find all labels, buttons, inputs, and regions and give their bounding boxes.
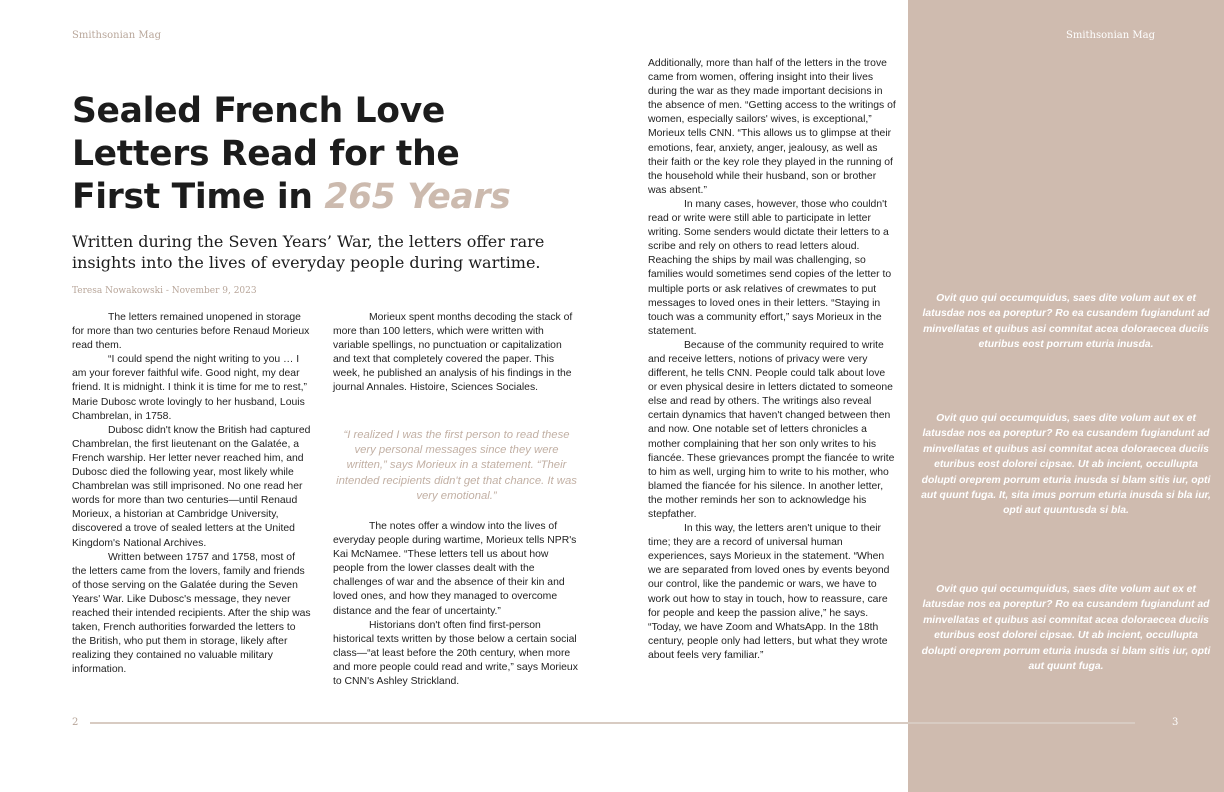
column-2-top bbox=[333, 311, 580, 396]
magazine-name-right: Smithsonian Mag bbox=[1066, 30, 1155, 41]
paragraph: The notes offer a window into the lives of everyday people during wartime, Morieux tells NPR's Kai McNamee. “These letters tell us about how people from the lower classes dealt with the challenges of war and the absence of their kin and loved ones, and how they managed to overcome distance and the fear of uncertainty.” bbox=[333, 521, 577, 617]
title-accent: 265 Years bbox=[324, 177, 511, 217]
paragraph: Historians don't often find first-person historical texts written by those below a certain social class—“at least before the 20th century, when more and more people could read and write,” says Morieux to CNN's Ashley Strickland. bbox=[333, 619, 578, 688]
paragraph: Written between 1757 and 1758, most of the letters came from the lovers, family and friends of those serving on the Galatée during the Seven Years' War. Like Dubosc's message, they never reached their intended recipients. After the ship was taken, French authorities forwarded the letters to the British, who put them in storage, likely after realizing they contained no valuable military information. bbox=[72, 551, 311, 676]
article-title bbox=[72, 90, 512, 219]
paragraph: In this way, the letters aren't unique to their time; they are a record of universal human experiences, says Morieux in the statement. “When we are separated from loved ones by events beyond our control, like the pandemic or wars, we have to work out how to stay in touch, how to reassure, care for people and keep the passion alive,” he says. “Today, we have Zoom and WhatsApp. In the 18th century, people only had letters, but what they wrote about feels very familiar.” bbox=[648, 523, 890, 661]
article-subtitle: Written during the Seven Years’ War, the letters offer rare insights into the lives of everyday people during wartime. bbox=[72, 232, 545, 272]
pull-quote: “I realized I was the first person to read these very personal messages since they were written,” says Morieux in a statement. “Their intended recipients didn't get that chance. It was very emotional.” bbox=[336, 429, 577, 502]
sidebar-quote-3: Ovit quo qui occumquidus, saes dite volum aut ex et latusdae nos ea poreptur? Ro ea cusandem fugiandunt ad minvellatas et quibus asi comnitat acea doloraecea duciis eturibus eost dolorei cipsae. Ut ab incient, occullupta dolupti oreprem porrum eturia inusda si blam sitis iur, opti aut quunt fuga. bbox=[921, 584, 1211, 673]
column-1 bbox=[72, 311, 312, 677]
sidebar-quote-2: Ovit quo qui occumquidus, saes dite volum aut ex et latusdae nos ea poreptur? Ro ea cusandem fugiandunt ad minvellatas et quibus asi comnitat acea doloraecea duciis eturibus eost dolorei cipsae. Ut ab incient, occullupta dolupti oreprem porrum eturia inusda si blam sitis iur, opti aut quunt fuga. It, sita imus porrum eturia inusda si bla iur, opti aut quuntusda si bla. bbox=[921, 413, 1211, 517]
paragraph: Additionally, more than half of the letters in the trove came from women, offering insight into their lives during the war as they made important decisions in the absence of men. “Getting access to the writings of women, especially sailors' wives, is exceptional,” Morieux tells CNN. “This allows us to glimpse at their emotions, fear, anxiety, anger, jealousy, as well as their faith or the key role they played in the running of the household while their husband, son or brother was absent.” bbox=[648, 58, 896, 196]
magazine-name-left: Smithsonian Mag bbox=[72, 30, 161, 41]
column-2-bottom bbox=[333, 520, 580, 689]
sidebar-quote-1: Ovit quo qui occumquidus, saes dite volum aut ex et latusdae nos ea poreptur? Ro ea cusandem fugiandunt ad minvellatas et quibus asi comnitat acea doloraecea duciis eturibus eost porrum eturia inusda. bbox=[922, 293, 1210, 351]
page-number-right: 3 bbox=[1172, 717, 1179, 728]
column-3 bbox=[648, 57, 896, 663]
paragraph: Because of the community required to write and receive letters, notions of privacy were very different, he tells CNN. People could talk about love or even physical desire in letters dictated to someone else and read by others. The writings also reveal certain dynamics that haven't changed between then and now. One notable set of letters chronicles a mother complaining that her son only writes to his fiancée. These grievances prompt the fiancée to write to him as well, urging him to write to his mother, who blamed the fiancée for his silence. In another letter, the mother reminds her son to acknowledge his stepfather. bbox=[648, 339, 895, 520]
title-main: Sealed French Love Letters Read for the First Time in bbox=[72, 91, 460, 217]
paragraph: Dubosc didn't know the British had captured Chambrelan, the first lieutenant on the Galatée, a French warship. Her letter never reached him, and Dubosc died the following year, most likely while Chambrelan was still imprisoned. No one read her words for more than two centuries—until Renaud Morieux, a historian at Cambridge University, discovered a trove of sealed letters at the United Kingdom's National Archives. bbox=[72, 424, 311, 549]
paragraph: “I could spend the night writing to you … I am your forever faithful wife. Good night, my dear friend. It is midnight. I think it is time for me to rest,” Marie Dubosc wrote lovingly to her husband, Louis Chambrelan, in 1758. bbox=[72, 354, 308, 422]
paragraph: The letters remained unopened in storage for more than two centuries before Renaud Morieux read them. bbox=[72, 312, 310, 352]
paragraph: In many cases, however, those who couldn't read or write were still able to participate in letter writing. Some senders would dictate their letters to a scribe and rely on others to read letters aloud. Reaching the ships by mail was challenging, so families would sometimes send copies of the letter to multiple ports or ask relatives of crewmates to put messages to loved ones in their letters. “Staying in touch was a community effort,” says Morieux in the statement. bbox=[648, 198, 892, 337]
byline: Teresa Nowakowski - November 9, 2023 bbox=[72, 286, 257, 296]
page-number-left: 2 bbox=[72, 717, 79, 728]
paragraph: Morieux spent months decoding the stack of more than 100 letters, which were written with variable spellings, no punctuation or capitalization and text that completely covered the paper. This week, he published an analysis of his findings in the journal Annales. Histoire, Sciences Sociales. bbox=[333, 312, 573, 394]
footer-divider bbox=[90, 722, 1135, 724]
